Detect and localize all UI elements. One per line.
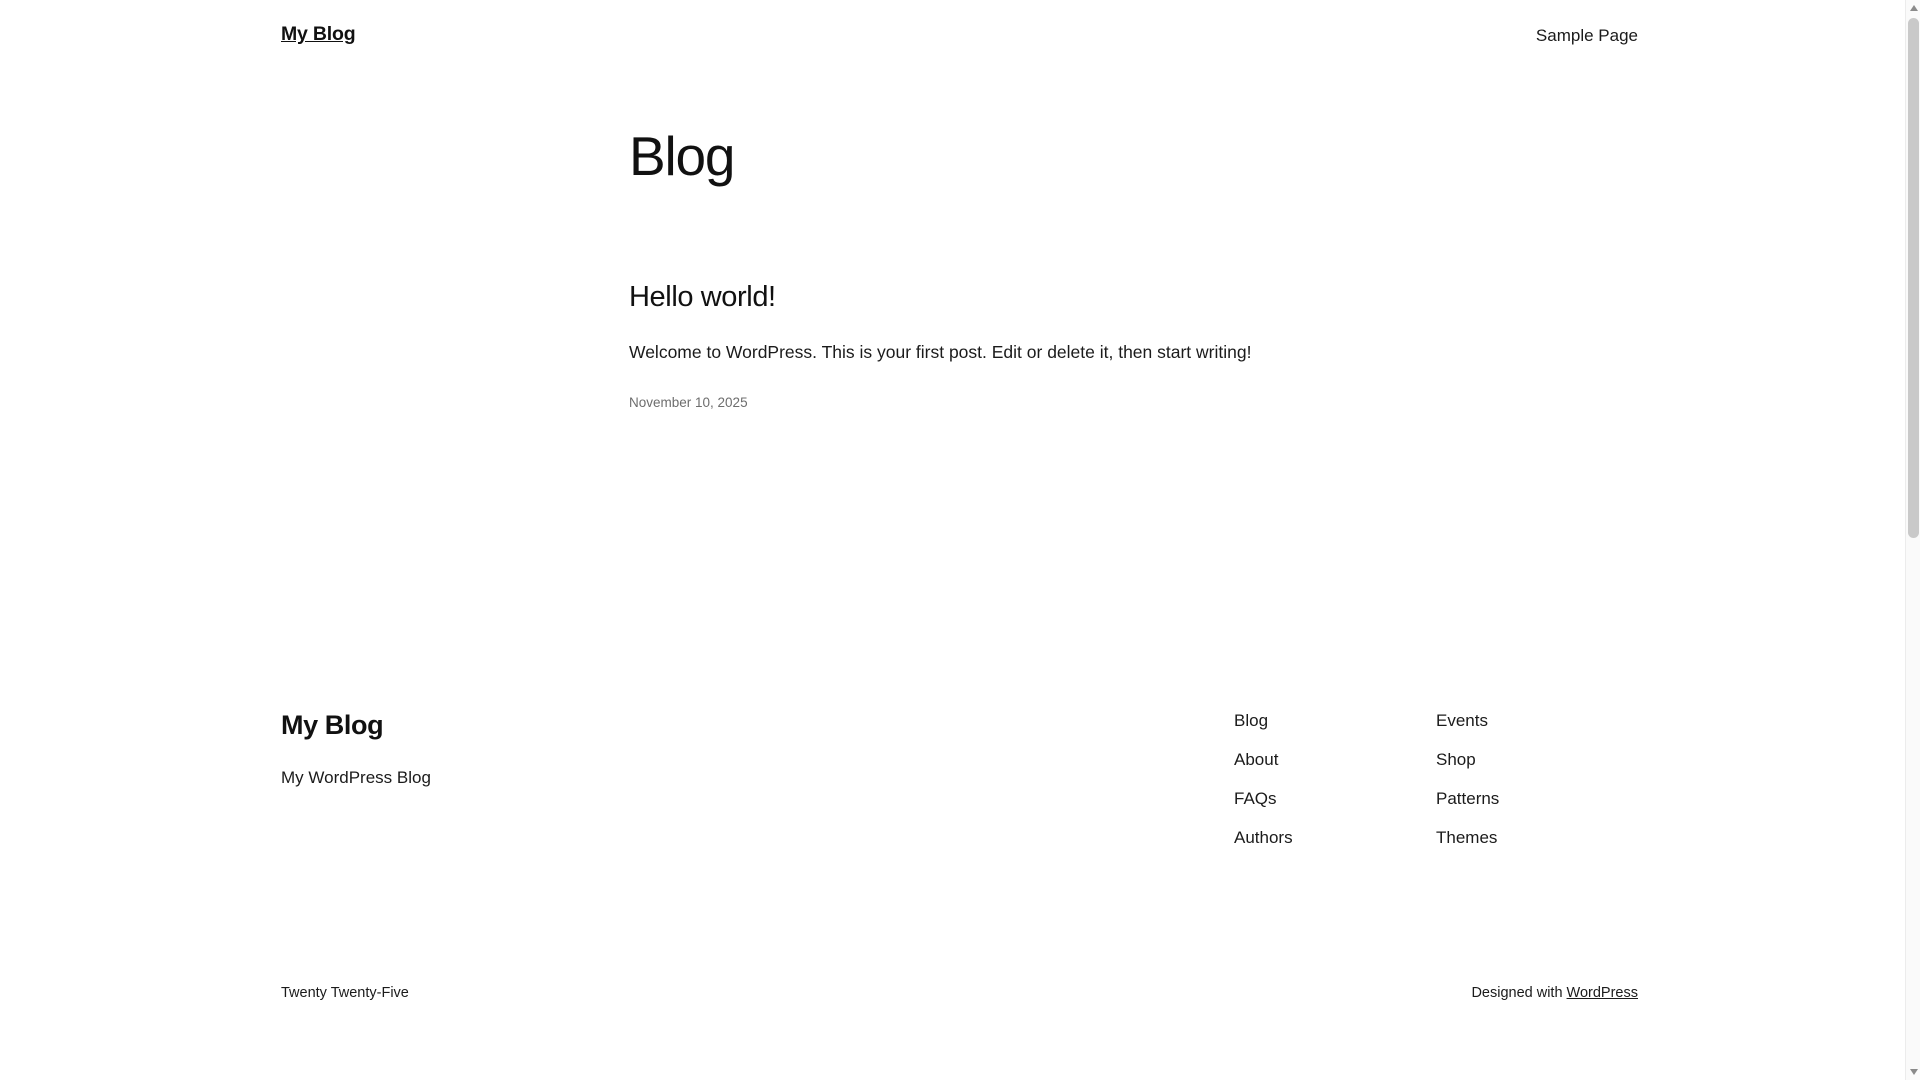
- footer-credit: [1471, 985, 1638, 1001]
- footer-link-blog[interactable]: Blog: [1234, 711, 1269, 730]
- scroll-up-arrow-icon[interactable]: [1906, 0, 1920, 16]
- footer-column-2: [1436, 712, 1638, 846]
- footer-link-faqs[interactable]: FAQs: [1234, 789, 1277, 808]
- site-header: [0, 0, 1890, 70]
- scroll-down-arrow-icon[interactable]: [1906, 1064, 1920, 1080]
- wordpress-link[interactable]: WordPress: [1566, 985, 1638, 1001]
- footer-link-events[interactable]: Events: [1436, 711, 1488, 730]
- footer-link-about[interactable]: About: [1234, 750, 1279, 769]
- post-title-link[interactable]: Hello world!: [629, 280, 776, 313]
- vertical-scrollbar[interactable]: [1905, 0, 1920, 1080]
- footer-column-1: [1234, 712, 1436, 846]
- footer-brand: [281, 712, 701, 790]
- scrollbar-thumb[interactable]: [1908, 18, 1919, 538]
- footer-site-title: My Blog: [281, 710, 384, 740]
- footer-tagline: My WordPress Blog: [281, 768, 431, 787]
- footer-link-shop[interactable]: Shop: [1436, 750, 1476, 769]
- footer-navigation: [1234, 712, 1638, 846]
- footer-credit-prefix: Designed with: [1471, 985, 1567, 1001]
- post-item: [629, 281, 1529, 410]
- page-title: Blog: [629, 125, 735, 187]
- footer-top: [281, 712, 1638, 846]
- post-title: [629, 281, 1529, 314]
- footer-link-authors[interactable]: Authors: [1234, 828, 1293, 847]
- primary-navigation: [1536, 27, 1638, 44]
- site-footer: [0, 712, 1890, 1001]
- site-title-link[interactable]: My Blog: [281, 23, 356, 46]
- post-date: November 10, 2025: [629, 395, 748, 411]
- footer-bottom: [281, 985, 1638, 1001]
- nav-item-sample-page[interactable]: Sample Page: [1535, 25, 1638, 45]
- footer-link-themes[interactable]: Themes: [1436, 828, 1498, 847]
- theme-name: Twenty Twenty-Five: [281, 985, 409, 1001]
- main-content: [629, 125, 1529, 411]
- post-excerpt: Welcome to WordPress. This is your first post. Edit or delete it, then start writing!: [629, 342, 1252, 363]
- footer-link-patterns[interactable]: Patterns: [1436, 789, 1500, 808]
